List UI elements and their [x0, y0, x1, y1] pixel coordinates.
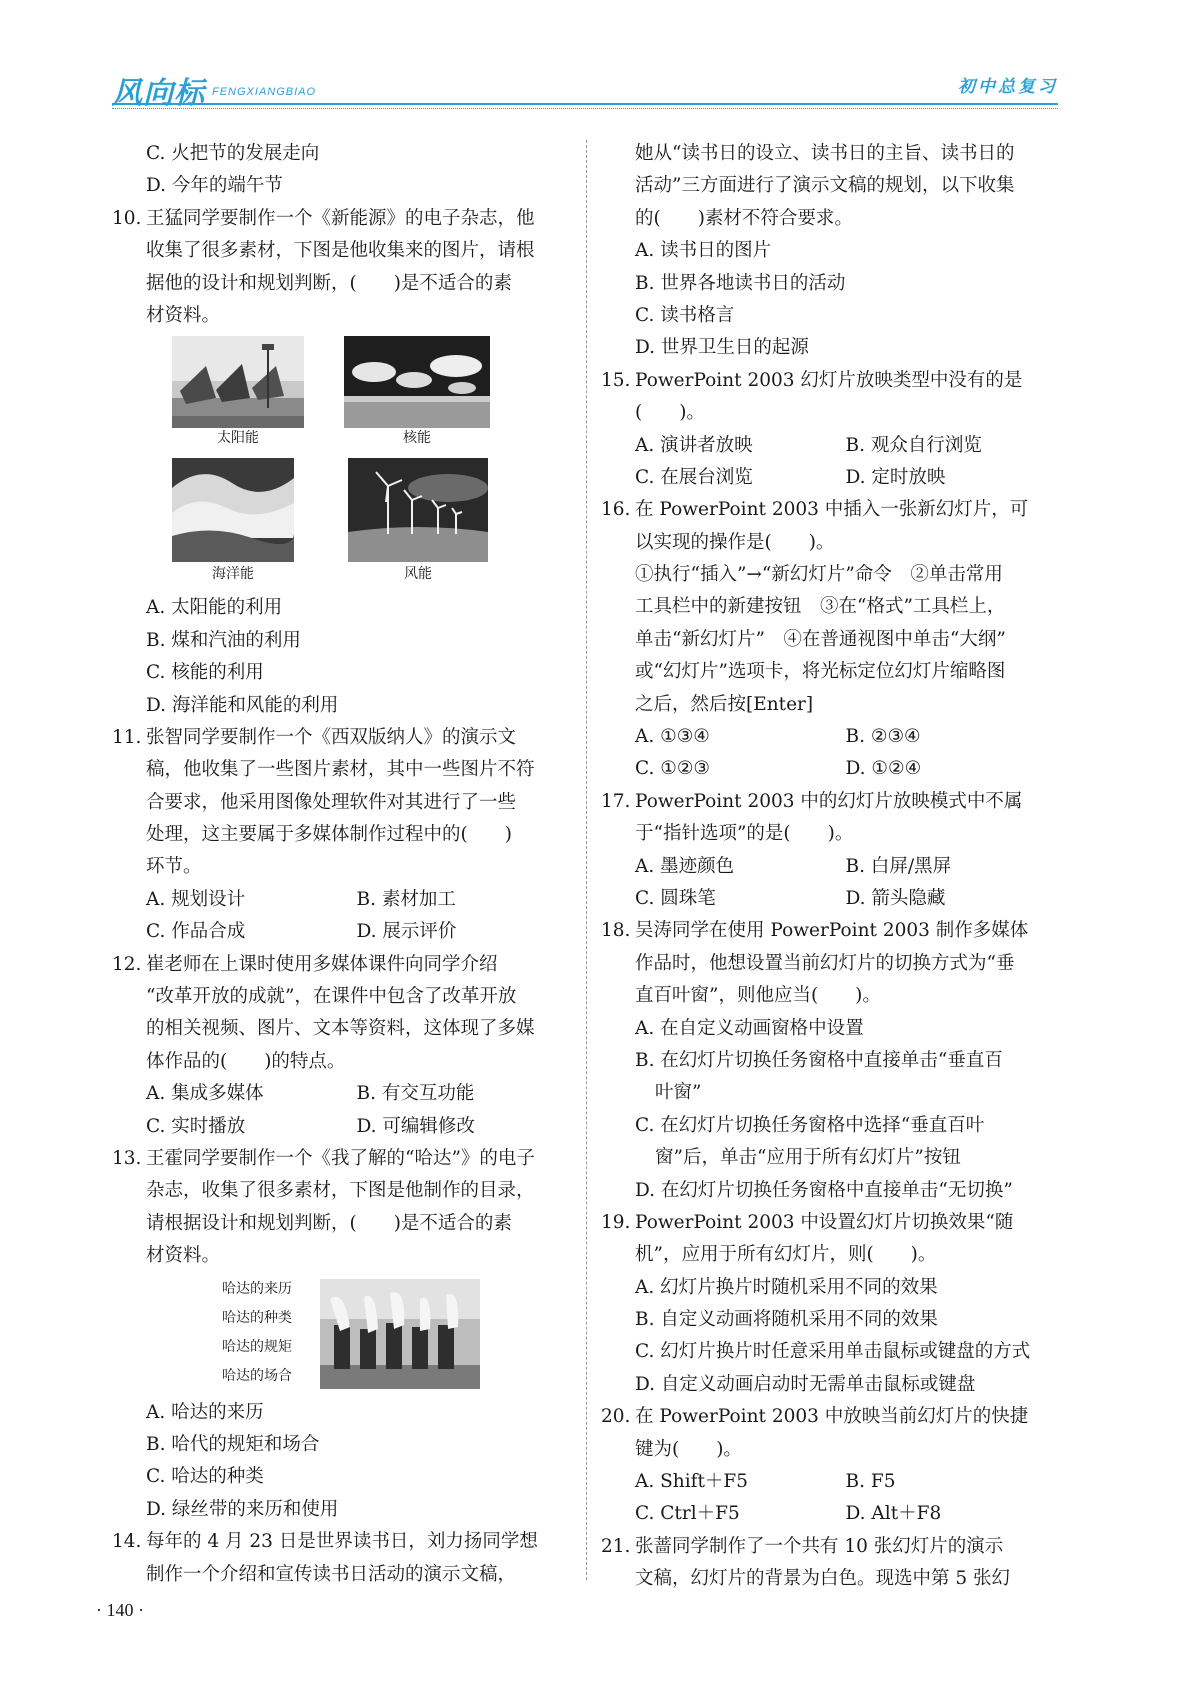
question-17: [601, 786, 1056, 916]
option-d: D. 可编辑修改: [356, 1115, 475, 1137]
option-c: C. 幻灯片换片时任意采用单击鼠标或键盘的方式: [635, 1341, 1031, 1363]
question-text: “改革开放的成就”，在课件中包含了改革开放: [146, 986, 517, 1008]
option-c: C. 在幻灯片切换任务窗格中选择“垂直百叶: [635, 1114, 985, 1136]
solar-photo: [172, 336, 304, 428]
question-text: 王猛同学要制作一个《新能源》的电子杂志，他: [146, 207, 535, 229]
question-text: 键为( )。: [635, 1438, 742, 1460]
question-number: 15.: [601, 369, 631, 391]
option-c: C. 读书格言: [635, 304, 735, 326]
question-11: [112, 722, 567, 949]
question-text: PowerPoint 2003 中设置幻灯片切换效果“随: [635, 1211, 1014, 1233]
option-d: D. 海洋能和风能的利用: [146, 694, 339, 716]
option-d: D. 展示评价: [356, 921, 457, 943]
toc-list: [222, 1275, 292, 1391]
question-number: 12.: [112, 953, 142, 975]
question-12: [112, 949, 567, 1143]
question-text: 活动”三方面进行了演示文稿的规划，以下收集: [635, 175, 1015, 197]
option-a: A. Shift＋F5: [635, 1471, 749, 1493]
option-c: C. 作品合成: [146, 921, 246, 943]
question-text: 每年的 4 月 23 日是世界读书日，刘力扬同学想: [146, 1531, 538, 1553]
question-18: [601, 915, 1056, 1207]
question-text: 处理，这主要属于多媒体制作过程中的( ): [146, 824, 512, 846]
question-text: 作品时，他想设置当前幻灯片的切换方式为“垂: [635, 952, 1015, 974]
question-text: 工具栏中的新建按钮 ③在“格式”工具栏上，: [635, 596, 1006, 618]
question-number: 21.: [601, 1535, 631, 1557]
option-b: B. 在幻灯片切换任务窗格中直接单击“垂直百: [635, 1049, 1003, 1071]
option-a: A. 读书日的图片: [635, 240, 772, 262]
question-text: 张智同学要制作一个《西双版纳人》的演示文: [146, 726, 517, 748]
question-13: [112, 1143, 567, 1526]
question-text: 以实现的操作是( )。: [635, 531, 835, 553]
left-column: [112, 138, 567, 1591]
question-text: 合要求，他采用图像处理软件对其进行了一些: [146, 791, 517, 813]
question-number: 18.: [601, 920, 631, 942]
question-text: PowerPoint 2003 中的幻灯片放映模式中不属: [635, 790, 1023, 812]
option-d: D. ①②④: [845, 758, 922, 780]
question-20: [601, 1401, 1056, 1531]
q9-option-c: C. 火把节的发展走向: [146, 143, 320, 164]
question-text: 或“幻灯片”选项卡，将光标定位幻灯片缩略图: [635, 661, 1006, 683]
question-15: [601, 365, 1056, 495]
question-text: 杂志，收集了很多素材，下图是他制作的目录，: [146, 1180, 535, 1202]
option-d: D. 在幻灯片切换任务窗格中直接单击“无切换”: [635, 1179, 1013, 1201]
option-d: D. Alt＋F8: [845, 1503, 942, 1525]
option-b-cont: 叶窗”: [655, 1082, 702, 1104]
question-text: PowerPoint 2003 幻灯片放映类型中没有的是: [635, 369, 1023, 391]
option-b: B. 哈代的规矩和场合: [146, 1433, 320, 1455]
caption-nuclear: 核能: [403, 430, 431, 447]
question-text: 收集了很多素材，下图是他收集来的图片，请根: [146, 240, 535, 262]
question-text: 在 PowerPoint 2003 中放映当前幻灯片的快捷: [635, 1406, 1029, 1428]
question-text: 她从“读书日的设立、读书日的主旨、读书日的: [635, 143, 1015, 164]
question-14: [112, 1526, 567, 1591]
page-header: [112, 64, 1058, 111]
question-number: 11.: [112, 726, 142, 748]
question-text: ( )。: [635, 402, 705, 424]
nuclear-photo: [344, 336, 490, 428]
question-text: 材资料。: [146, 1245, 221, 1267]
toc-item: 哈达的来历: [222, 1280, 292, 1297]
option-b: B. 白屏/黑屏: [845, 855, 952, 877]
question-number: 13.: [112, 1147, 142, 1169]
option-b: B. F5: [845, 1471, 896, 1493]
option-d: D. 箭头隐藏: [845, 887, 946, 909]
question-21: [601, 1531, 1056, 1596]
header-rule-dotted: [112, 108, 1058, 109]
option-c: C. 圆珠笔: [635, 887, 716, 909]
option-b: B. ②③④: [845, 726, 921, 748]
publisher-logo: 风向标: [112, 76, 205, 111]
ocean-photo: [172, 458, 294, 562]
hada-photo: [320, 1279, 480, 1389]
wind-photo: [348, 458, 488, 562]
option-a: A. ①③④: [635, 726, 710, 748]
right-column: [601, 138, 1056, 1596]
energy-image-grid: [112, 336, 567, 588]
question-text: 稿，他收集了一些图片素材，其中一些图片不符: [146, 759, 535, 781]
question-text: 直百叶窗”，则他应当( )。: [635, 985, 881, 1007]
option-c: C. Ctrl＋F5: [635, 1503, 740, 1525]
question-number: 10.: [112, 207, 142, 229]
option-c: C. ①②③: [635, 758, 711, 780]
option-c: C. 在展台浏览: [635, 466, 753, 488]
question-text: 文稿，幻灯片的背景为白色。现选中第 5 张幻: [635, 1568, 1011, 1590]
option-b: B. 观众自行浏览: [845, 434, 982, 456]
toc-item: 哈达的规矩: [222, 1338, 292, 1355]
question-text: 王霍同学要制作一个《我了解的“哈达”》的电子: [146, 1147, 535, 1169]
q9-option-d: D. 今年的端午节: [146, 175, 283, 197]
option-a: A. 幻灯片换片时随机采用不同的效果: [635, 1276, 938, 1298]
question-text: 请根据设计和规划判断，( )是不适合的素: [146, 1212, 512, 1234]
question-19: [601, 1207, 1056, 1401]
caption-wind: 风能: [404, 566, 432, 583]
page-number: · 140 ·: [96, 1600, 144, 1620]
hada-toc-figure: [112, 1275, 567, 1393]
question-text: 崔老师在上课时使用多媒体课件向同学介绍: [146, 953, 498, 975]
publisher-logo-subtitle: FENGXIANGBIAO: [212, 86, 317, 98]
question-number: 14.: [112, 1531, 142, 1553]
option-a: A. 太阳能的利用: [146, 597, 283, 619]
option-c: C. 核能的利用: [146, 662, 264, 684]
option-a: A. 集成多媒体: [146, 1083, 264, 1105]
option-a: A. 在自定义动画窗格中设置: [635, 1017, 864, 1039]
option-d: D. 自定义动画启动时无需单击鼠标或键盘: [635, 1373, 976, 1395]
question-text: 单击“新幻灯片” ④在普通视图中单击“大纲”: [635, 628, 1006, 650]
question-text: 在 PowerPoint 2003 中插入一张新幻灯片，可: [635, 499, 1029, 521]
option-a: A. 墨迹颜色: [635, 855, 735, 877]
question-text: 之后，然后按[Enter]: [635, 693, 814, 715]
section-title: 初中总复习: [958, 77, 1058, 97]
toc-item: 哈达的场合: [222, 1367, 292, 1384]
question-14-continued: [601, 138, 1056, 365]
option-d: D. 绿丝带的来历和使用: [146, 1498, 339, 1520]
option-c-cont: 窗”后，单击“应用于所有幻灯片”按钮: [655, 1147, 961, 1169]
question-text: 环节。: [146, 856, 202, 878]
option-a: A. 规划设计: [146, 888, 246, 910]
option-b: B. 世界各地读书日的活动: [635, 272, 846, 294]
question-text: 体作品的( )的特点。: [146, 1050, 346, 1072]
option-c: C. 实时播放: [146, 1115, 246, 1137]
option-a: A. 哈达的来历: [146, 1401, 264, 1423]
option-d: D. 定时放映: [845, 466, 946, 488]
toc-item: 哈达的种类: [222, 1309, 292, 1326]
option-b: B. 素材加工: [356, 888, 456, 910]
question-text: 材资料。: [146, 304, 221, 326]
question-text: ①执行“插入”→“新幻灯片”命令 ②单击常用: [635, 564, 1003, 586]
question-text: 的相关视频、图片、文本等资料，这体现了多媒: [146, 1018, 535, 1040]
question-text: 于“指针选项”的是( )。: [635, 823, 854, 845]
header-rule: [112, 103, 1058, 105]
option-b: B. 自定义动画将随机采用不同的效果: [635, 1309, 938, 1331]
question-number: 17.: [601, 790, 631, 812]
caption-solar: 太阳能: [217, 430, 259, 447]
option-b: B. 煤和汽油的利用: [146, 629, 301, 651]
question-text: 张蔷同学制作了一个共有 10 张幻灯片的演示: [635, 1535, 1004, 1557]
question-number: 20.: [601, 1406, 631, 1428]
option-a: A. 演讲者放映: [635, 434, 753, 456]
caption-ocean: 海洋能: [212, 566, 254, 583]
option-c: C. 哈达的种类: [146, 1466, 264, 1488]
question-text: 机”，应用于所有幻灯片，则( )。: [635, 1244, 937, 1266]
question-10: [112, 203, 567, 722]
question-number: 16.: [601, 499, 631, 521]
question-text: 制作一个介绍和宣传读书日活动的演示文稿，: [146, 1563, 517, 1585]
column-divider: [586, 140, 587, 1580]
option-b: B. 有交互功能: [356, 1083, 475, 1105]
option-d: D. 世界卫生日的起源: [635, 337, 809, 359]
question-text: 吴涛同学在使用 PowerPoint 2003 制作多媒体: [635, 920, 1029, 942]
question-16: [601, 494, 1056, 786]
question-number: 19.: [601, 1211, 631, 1233]
question-text: 据他的设计和规划判断，( )是不适合的素: [146, 272, 512, 294]
question-text: 的( )素材不符合要求。: [635, 207, 853, 229]
